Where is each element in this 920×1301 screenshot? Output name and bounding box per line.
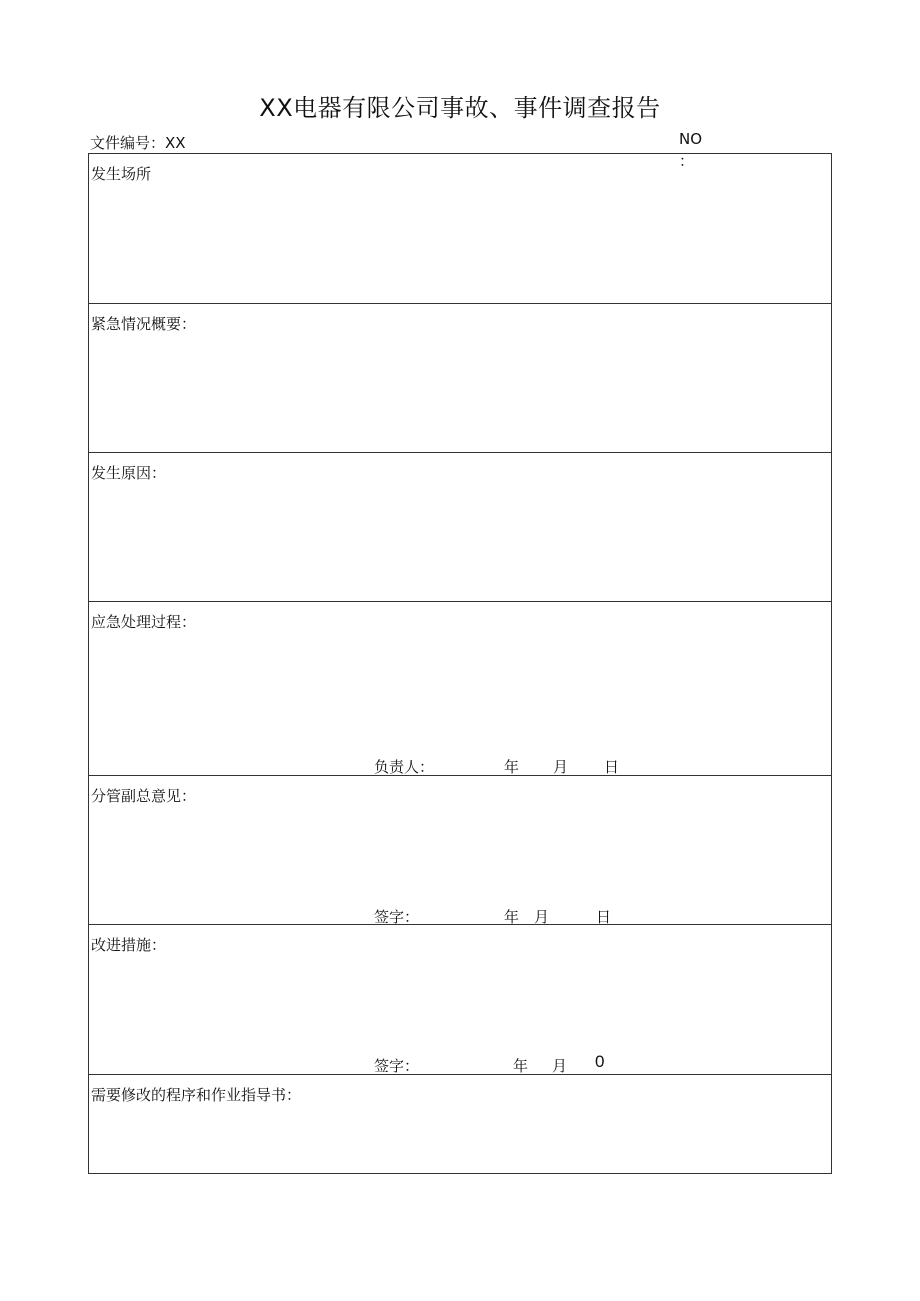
date-day-label: 日 — [596, 908, 612, 926]
section-location[interactable] — [89, 154, 831, 304]
signature-label-responsible: 负责人： — [374, 758, 435, 776]
report-number-label: NO ： — [679, 130, 703, 170]
section-label-improvement: 改进措施： — [91, 936, 167, 954]
section-label-procedures-to-revise: 需要修改的程序和作业指导书： — [91, 1086, 302, 1104]
date-month-label: 月 — [534, 908, 550, 926]
section-label-cause: 发生原因： — [91, 464, 167, 482]
section-procedures-to-revise[interactable] — [89, 1075, 831, 1173]
date-day-label: 日 — [604, 758, 620, 776]
report-form — [88, 153, 832, 1174]
section-emergency-handling[interactable] — [89, 602, 831, 776]
section-vp-opinion[interactable] — [89, 776, 831, 925]
page-title: XX电器有限公司事故、事件调查报告 — [259, 94, 661, 122]
date-month-label: 月 — [553, 758, 569, 776]
date-year-label: 年 — [504, 908, 520, 926]
document-number: 文件编号：XX — [90, 134, 186, 152]
section-label-vp-opinion: 分管副总意见： — [91, 787, 197, 805]
date-year-label: 年 — [504, 758, 520, 776]
section-improvement[interactable] — [89, 925, 831, 1075]
section-emergency-summary[interactable] — [89, 304, 831, 453]
date-day-value: 0 — [595, 1052, 605, 1071]
signature-label-vp: 签字： — [374, 908, 420, 926]
section-cause[interactable] — [89, 453, 831, 602]
date-month-label: 月 — [552, 1057, 568, 1075]
section-label-location: 发生场所 — [91, 165, 152, 183]
section-label-emergency-handling: 应急处理过程： — [91, 613, 197, 631]
signature-label-improvement: 签字： — [374, 1057, 420, 1075]
section-label-emergency-summary: 紧急情况概要： — [91, 315, 197, 333]
date-year-label: 年 — [513, 1057, 529, 1075]
